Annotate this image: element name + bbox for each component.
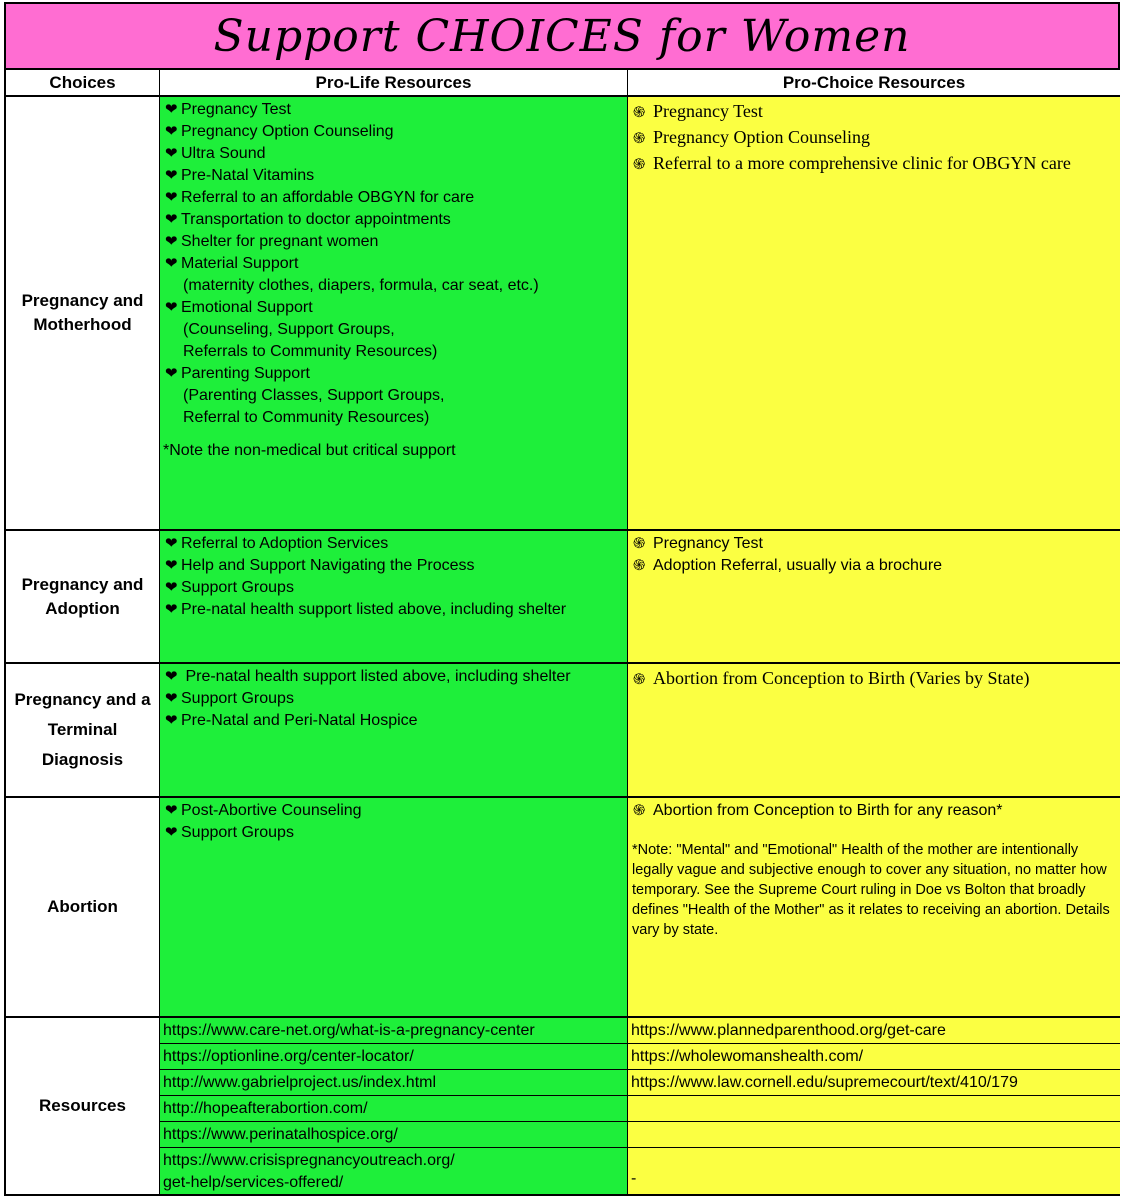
list-item-label: Abortion from Conception to Birth for any reason* (653, 802, 1003, 819)
list-item (165, 688, 627, 710)
list-item-label: Pre-Natal Vitamins (181, 167, 315, 184)
resource-link[interactable]: https://optionline.org/center-locator/ (160, 1044, 627, 1070)
list-item (165, 121, 627, 143)
pro-choice-cell-abortion (628, 798, 1120, 1018)
header-choices: Choices (6, 70, 160, 97)
heart-icon: ❤ (165, 365, 178, 382)
category-pregnancy-motherhood: Pregnancy and Motherhood (6, 97, 160, 531)
pro-life-note: *Note the non-medical but critical support (163, 442, 456, 459)
list-item-label: Pregnancy Option Counseling (653, 127, 870, 147)
list-item-label: Pregnancy Test (653, 101, 763, 121)
pro-life-cell-motherhood (160, 97, 628, 531)
list-item (633, 125, 1120, 151)
pro-life-list (160, 531, 627, 621)
heart-icon: ❤ (165, 802, 178, 819)
resource-link[interactable]: http://www.gabrielproject.us/index.html (160, 1070, 627, 1096)
spiral-icon: ֍ (633, 672, 646, 688)
list-item-label: Ultra Sound (181, 145, 266, 162)
list-item (165, 99, 627, 121)
category-abortion: Abortion (6, 798, 160, 1018)
heart-icon: ❤ (165, 101, 178, 118)
list-item (165, 555, 627, 577)
spiral-icon: ֍ (633, 131, 646, 147)
heart-icon: ❤ (165, 145, 178, 162)
header-pro-choice: Pro-Choice Resources (628, 70, 1120, 97)
list-item-detail: (maternity clothes, diapers, formula, car seat, etc.) (183, 277, 539, 294)
list-item (165, 666, 627, 688)
note-text: "Mental" and "Emotional" Health of the mother are intentionally legally vague and subjective enough to cover any situation, no matter how temporary. See the Supreme Court ruling in Doe vs Bolton that broadly defines "Health of the Mother" as it relates to receiving an abortion. Details vary by state. (632, 842, 1110, 938)
list-item (165, 253, 627, 297)
resource-link[interactable]: https://wholewomanshealth.com/ (628, 1044, 1120, 1070)
list-item-label: Pre-Natal and Peri-Natal Hospice (181, 712, 418, 729)
pro-life-cell-terminal (160, 664, 628, 798)
list-item (165, 533, 627, 555)
pro-life-list (160, 97, 627, 429)
pro-choice-cell-motherhood (628, 97, 1120, 531)
spiral-icon: ֍ (633, 557, 646, 574)
heart-icon: ❤ (165, 601, 178, 618)
list-item-label: Pregnancy Test (653, 535, 763, 552)
spiral-icon: ֍ (633, 105, 646, 121)
list-item (165, 363, 627, 429)
heart-icon: ❤ (165, 123, 178, 140)
pro-life-cell-abortion (160, 798, 628, 1018)
heart-icon: ❤ (165, 189, 178, 206)
list-item-label: Support Groups (181, 690, 294, 707)
list-item-label: Shelter for pregnant women (181, 233, 379, 250)
heart-icon: ❤ (165, 824, 178, 841)
list-item (165, 822, 627, 844)
pro-choice-cell-terminal (628, 664, 1120, 798)
list-item-label: Referral to Adoption Services (181, 535, 389, 552)
note-label: *Note: (632, 842, 673, 858)
heart-icon: ❤ (165, 167, 178, 184)
resource-link[interactable]: https://www.plannedparenthood.org/get-care (628, 1018, 1120, 1044)
list-item (165, 710, 627, 732)
list-item-label: Material Support (181, 255, 299, 272)
resource-empty (628, 1096, 1120, 1122)
page-title: Support CHOICES for Women (6, 4, 1118, 70)
resource-link[interactable] (160, 1148, 627, 1194)
resource-link-line: https://www.crisispregnancyoutreach.org/ (163, 1152, 455, 1169)
list-item (165, 209, 627, 231)
heart-icon: ❤ (165, 233, 178, 250)
resource-link[interactable]: https://www.perinatalhospice.org/ (160, 1122, 627, 1148)
spiral-icon: ֍ (633, 535, 646, 552)
pro-life-resources (160, 1018, 628, 1194)
heart-icon: ❤ (165, 557, 178, 574)
pro-choice-list (628, 97, 1120, 177)
list-item (633, 533, 1120, 555)
heart-icon: ❤ (165, 255, 178, 272)
pro-choice-resources (628, 1018, 1120, 1194)
header-pro-life: Pro-Life Resources (160, 70, 628, 97)
list-item-label: Referral to an affordable OBGYN for care (181, 189, 475, 206)
list-item (633, 555, 1120, 577)
list-item (633, 151, 1120, 177)
list-item-label: Pregnancy Test (181, 101, 291, 118)
list-item-label: Pre-natal health support listed above, including shelter (181, 601, 567, 618)
heart-icon: ❤ (165, 299, 178, 316)
list-item (165, 165, 627, 187)
pro-choice-note (628, 840, 1120, 940)
list-item-label: Pre-natal health support listed above, including shelter (181, 668, 571, 685)
pro-choice-list (628, 531, 1120, 577)
pro-choice-list (628, 798, 1120, 822)
list-item (165, 297, 627, 363)
list-item-label: Support Groups (181, 824, 294, 841)
heart-icon: ❤ (165, 712, 178, 729)
list-item (165, 187, 627, 209)
heart-icon: ❤ (165, 690, 178, 707)
list-item-detail: (Parenting Classes, Support Groups, (183, 387, 445, 404)
list-item-label: Support Groups (181, 579, 294, 596)
list-item (633, 99, 1120, 125)
list-item (165, 800, 627, 822)
list-item (165, 599, 627, 621)
list-item-label: Referral to a more comprehensive clinic for OBGYN care (653, 153, 1071, 173)
pro-choice-cell-adoption (628, 531, 1120, 664)
choices-table (4, 2, 1120, 1196)
spiral-icon: ֍ (633, 157, 646, 173)
list-item-label: Parenting Support (181, 365, 310, 382)
resource-empty: - (631, 1170, 637, 1187)
category-terminal-diagnosis: Pregnancy and a Terminal Diagnosis (6, 664, 160, 798)
list-item-detail: Referrals to Community Resources) (183, 343, 438, 360)
heart-icon: ❤ (165, 211, 178, 228)
heart-icon: ❤ (165, 668, 178, 685)
list-item-label: Transportation to doctor appointments (181, 211, 451, 228)
list-item (633, 800, 1120, 822)
resource-link[interactable]: http://hopeafterabortion.com/ (160, 1096, 627, 1122)
pro-life-list (160, 798, 627, 844)
list-item (633, 666, 1120, 692)
pro-choice-list (628, 664, 1120, 692)
list-item-detail: Referral to Community Resources) (183, 409, 430, 426)
pro-life-list (160, 664, 627, 732)
list-item-label: Post-Abortive Counseling (181, 802, 362, 819)
resource-link-line: get-help/services-offered/ (163, 1174, 344, 1191)
resource-link[interactable]: https://www.care-net.org/what-is-a-pregnancy-center (160, 1018, 627, 1044)
list-item (165, 143, 627, 165)
list-item-detail: (Counseling, Support Groups, (183, 321, 395, 338)
resource-empty (628, 1122, 1120, 1148)
pro-life-cell-adoption (160, 531, 628, 664)
category-resources: Resources (6, 1018, 160, 1194)
list-item (165, 231, 627, 253)
list-item-label: Help and Support Navigating the Process (181, 557, 475, 574)
list-item-label: Emotional Support (181, 299, 313, 316)
list-item-label: Abortion from Conception to Birth (Varies by State) (653, 668, 1030, 688)
category-pregnancy-adoption: Pregnancy and Adoption (6, 531, 160, 664)
list-item-label: Pregnancy Option Counseling (181, 123, 394, 140)
resource-link[interactable]: https://www.law.cornell.edu/supremecourt/text/410/179 (628, 1070, 1120, 1096)
list-item (165, 577, 627, 599)
heart-icon: ❤ (165, 535, 178, 552)
spiral-icon: ֍ (633, 802, 646, 819)
heart-icon: ❤ (165, 579, 178, 596)
list-item-label: Adoption Referral, usually via a brochure (653, 557, 943, 574)
